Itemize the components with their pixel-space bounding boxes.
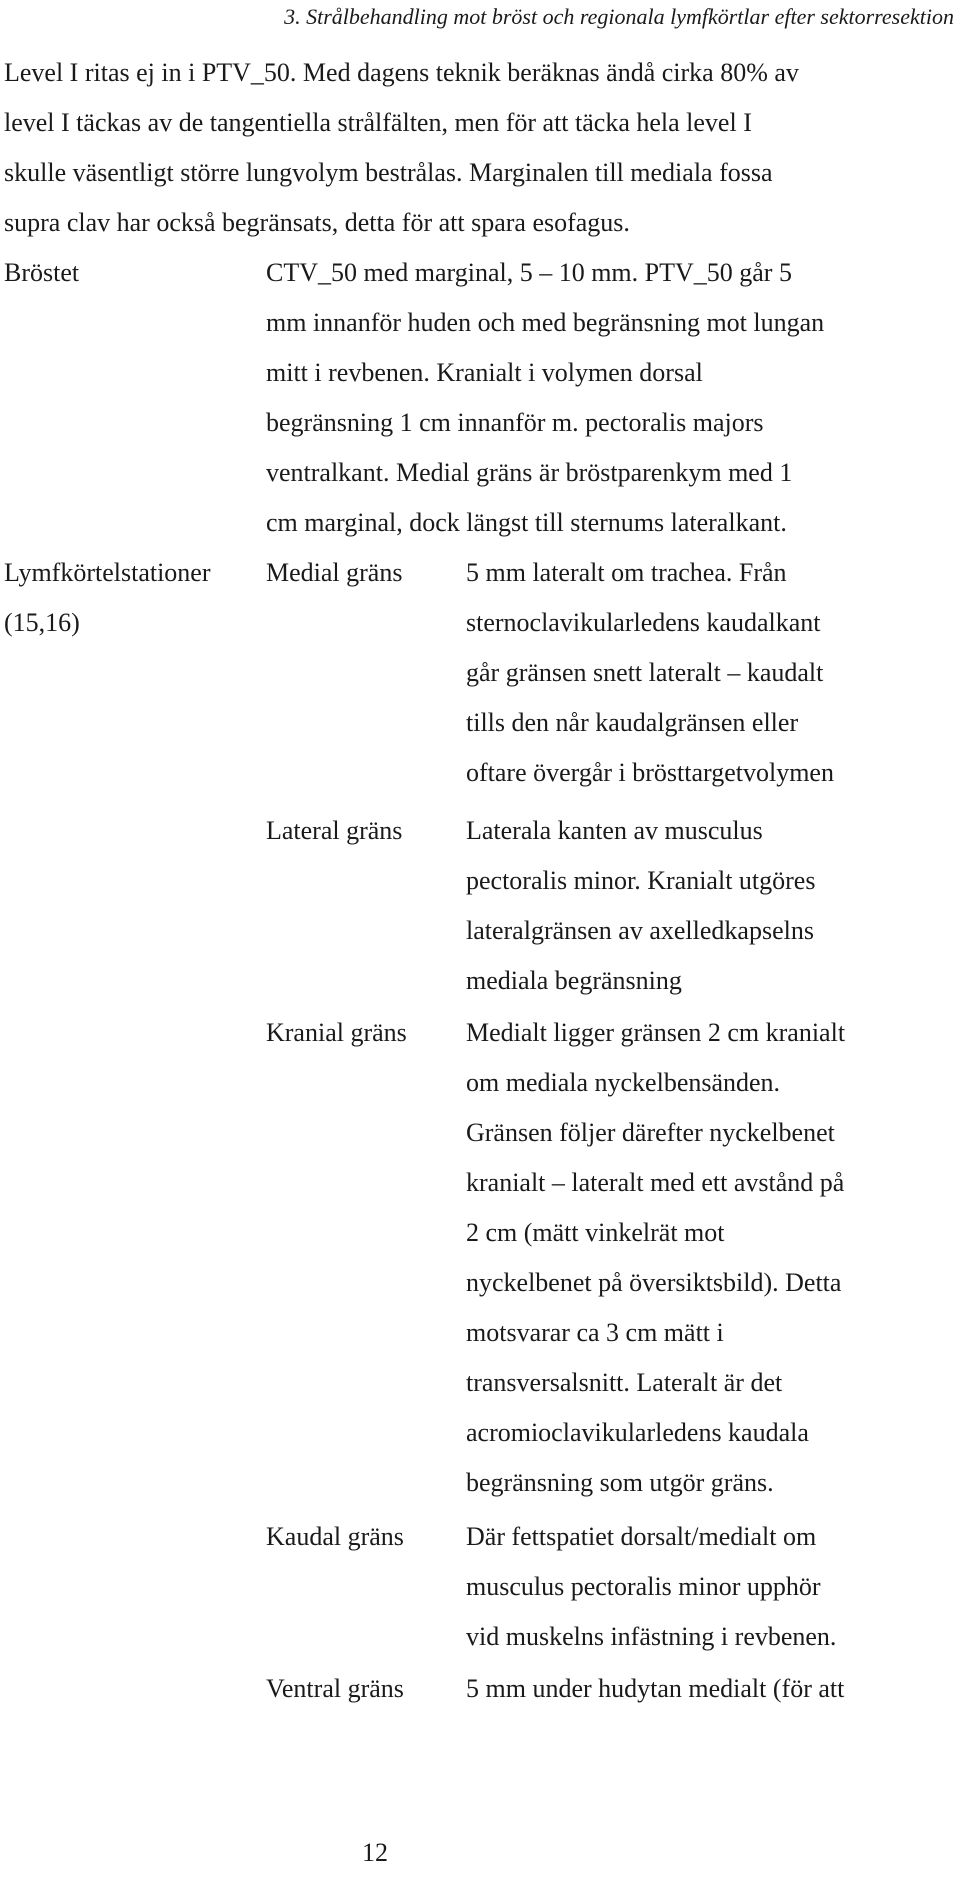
intro-paragraph — [4, 48, 944, 248]
border-line: motsvarar ca 3 cm mätt i — [466, 1318, 724, 1347]
intro-line: Level I ritas ej in i PTV_50. Med dagens teknik beräknas ändå cirka 80% av — [4, 58, 799, 87]
lymph-label: Lymfkörtelstationer — [4, 558, 211, 587]
border-line: Laterala kanten av musculus — [466, 816, 763, 845]
brostet-line: mitt i revbenen. Kranialt i volymen dorsal — [266, 358, 703, 387]
border-line: begränsning som utgör gräns. — [466, 1468, 774, 1497]
border-line: 5 mm lateralt om trachea. Från — [466, 558, 787, 587]
border-line: 5 mm under hudytan medialt (för att — [466, 1674, 845, 1703]
border-line: vid muskelns infästning i revbenen. — [466, 1622, 837, 1651]
intro-line: level I täckas av de tangentiella strålfälten, men för att täcka hela level I — [4, 108, 752, 137]
border-line: Medialt ligger gränsen 2 cm kranialt — [466, 1018, 846, 1047]
border-line: nyckelbenet på översiktsbild). Detta — [466, 1268, 842, 1297]
ventral-border-label: Ventral gräns — [266, 1674, 404, 1703]
running-header: 3. Strålbehandling mot bröst och regionala lymfkörtlar efter sektorresektion — [284, 4, 954, 29]
border-line: Där fettspatiet dorsalt/medialt om — [466, 1522, 817, 1551]
brostet-line: begränsning 1 cm innanför m. pectoralis majors — [266, 408, 764, 437]
brostet-label: Bröstet — [4, 258, 80, 287]
brostet-line: mm innanför huden och med begränsning mot lungan — [266, 308, 825, 337]
medial-border-text — [466, 548, 946, 798]
brostet-line: cm marginal, dock längst till sternums lateralkant. — [266, 508, 787, 537]
border-line: acromioclavikularledens kaudala — [466, 1418, 809, 1447]
medial-border-label: Medial gräns — [266, 558, 403, 587]
border-line: pectoralis minor. Kranialt utgöres — [466, 866, 816, 895]
border-line: lateralgränsen av axelledkapselns — [466, 916, 814, 945]
intro-line: skulle väsentligt större lungvolym bestrålas. Marginalen till mediala fossa — [4, 158, 773, 187]
intro-line: supra clav har också begränsats, detta för att spara esofagus. — [4, 208, 630, 237]
border-line: går gränsen snett lateralt – kaudalt — [466, 658, 824, 687]
border-line: om mediala nyckelbensänden. — [466, 1068, 781, 1097]
cranial-border-text — [466, 1008, 946, 1508]
border-line: musculus pectoralis minor upphör — [466, 1572, 821, 1601]
border-line: mediala begränsning — [466, 966, 682, 995]
lymph-label-reference: (15,16) — [4, 608, 80, 637]
lateral-border-text — [466, 806, 946, 1006]
cranial-border-label: Kranial gräns — [266, 1018, 407, 1047]
caudal-border-text — [466, 1512, 946, 1662]
border-line: kranialt – lateralt med ett avstånd på — [466, 1168, 845, 1197]
brostet-line: ventralkant. Medial gräns är bröstparenkym med 1 — [266, 458, 793, 487]
lateral-border-label: Lateral gräns — [266, 816, 403, 845]
ventral-border-text — [466, 1664, 946, 1714]
border-line: Gränsen följer därefter nyckelbenet — [466, 1118, 835, 1147]
brostet-description — [266, 248, 926, 548]
border-line: 2 cm (mätt vinkelrät mot — [466, 1218, 725, 1247]
caudal-border-label: Kaudal gräns — [266, 1522, 404, 1551]
border-line: transversalsnitt. Lateralt är det — [466, 1368, 783, 1397]
border-line: oftare övergår i brösttargetvolymen — [466, 758, 834, 787]
border-line: tills den når kaudalgränsen eller — [466, 708, 799, 737]
page-number: 12 — [362, 1838, 388, 1867]
brostet-line: CTV_50 med marginal, 5 – 10 mm. PTV_50 går 5 — [266, 258, 792, 287]
border-line: sternoclavikularledens kaudalkant — [466, 608, 821, 637]
